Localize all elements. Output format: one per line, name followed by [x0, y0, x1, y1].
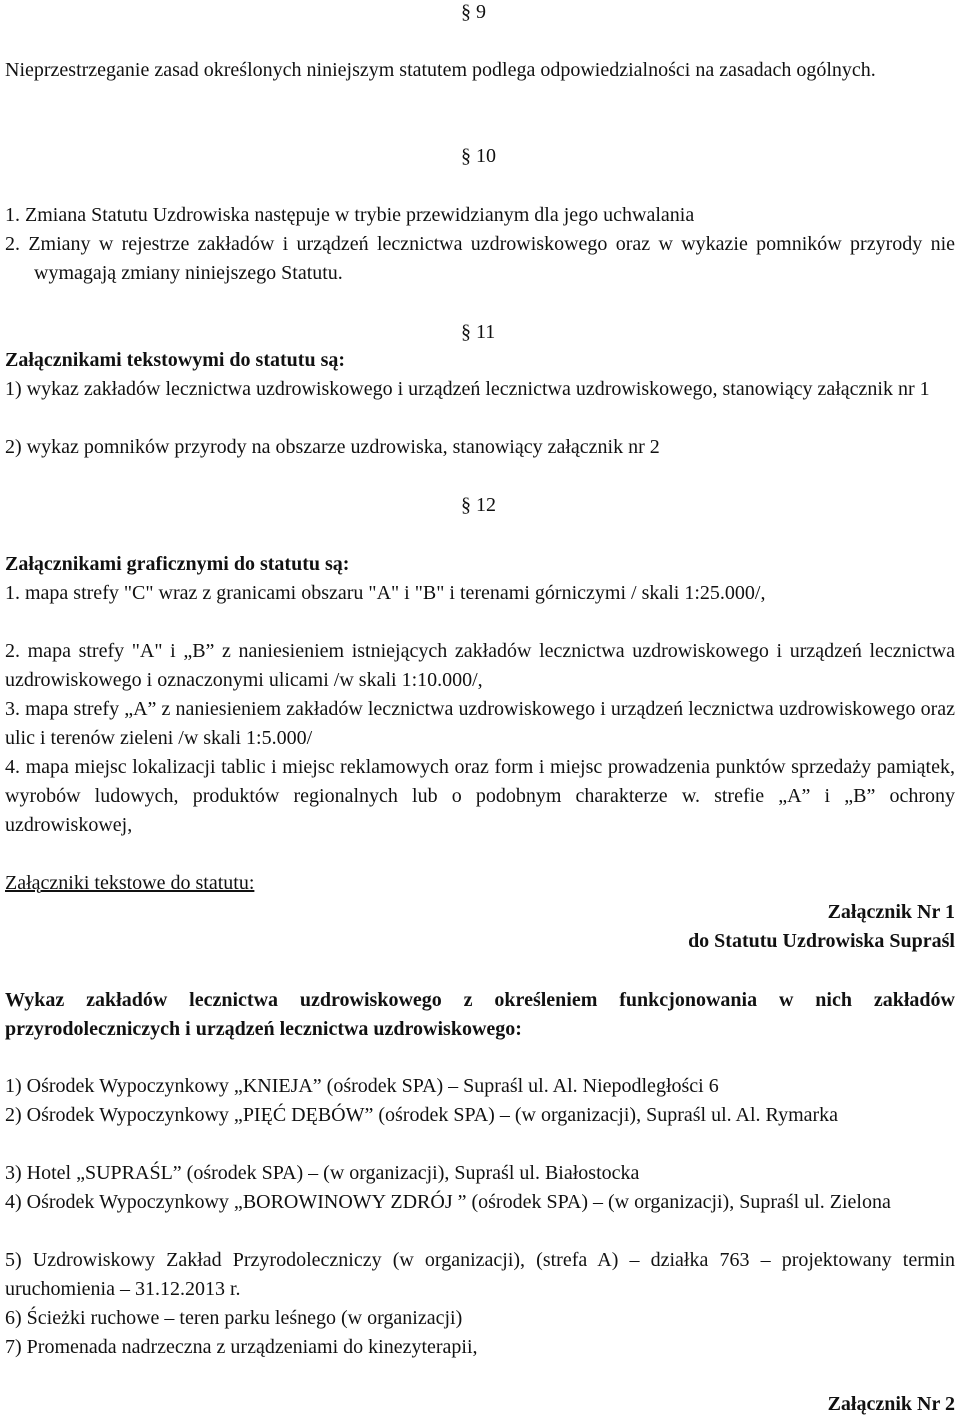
section-12-item-2: 2. mapa strefy "A" i „B” z naniesieniem istniejących zakładów lecznictwa uzdrowiskowego i urządzeń lecznictwa uzdrowiskowego i oznaczonymi ulicami /w skali 1:10.000/,: [5, 640, 955, 691]
annex-1-item-4: 4) Ośrodek Wypoczynkowy „BOROWINOWY ZDRÓJ ” (ośrodek SPA) – (w organizacji), Supraśl ul. Zielona: [5, 1191, 891, 1213]
section-11-heading: § 11: [461, 321, 496, 343]
annex-1-item-5: 5) Uzdrowiskowy Zakład Przyrodoleczniczy (w organizacji), (strefa A) – działka 763 – projektowany termin uruchomienia – 31.12.2013 r.: [5, 1249, 955, 1300]
annex-2-title: Załącznik Nr 2: [827, 1393, 955, 1415]
section-12-item-1: 1. mapa strefy "C" wraz z granicami obszaru "A" i "B" i terenami górniczymi / skali 1:25.000/,: [5, 582, 766, 604]
section-12-title: Załącznikami graficznymi do statutu są:: [5, 553, 350, 575]
annex-1-item-1: 1) Ośrodek Wypoczynkowy „KNIEJA” (ośrodek SPA) – Supraśl ul. Al. Niepodległości 6: [5, 1075, 719, 1097]
annex-1-title: Załącznik Nr 1: [827, 901, 955, 923]
section-10-heading: § 10: [461, 145, 496, 167]
section-12-item-3: 3. mapa strefy „A” z naniesieniem zakładów lecznictwa uzdrowiskowego i urządzeń lecznictwa uzdrowiskowego oraz ulic i terenów zieleni /w skali 1:5.000/: [5, 698, 955, 749]
section-12-item-4: 4. mapa miejsc lokalizacji tablic i miejsc reklamowych oraz form i miejsc prowadzenia punktów sprzedaży pamiątek, wyrobów ludowych, produktów regionalnych lub o podobnym charakterze w. strefie „A” i „B” ochrony uzdrowiskowej,: [5, 756, 955, 836]
annex-1-item-3: 3) Hotel „SUPRAŚL” (ośrodek SPA) – (w organizacji), Supraśl ul. Białostocka: [5, 1162, 640, 1184]
section-10-item-1: 1. Zmiana Statutu Uzdrowiska następuje w trybie przewidzianym dla jego uchwalania: [5, 204, 695, 226]
annex-1-heading: Wykaz zakładów lecznictwa uzdrowiskowego z określeniem funkcjonowania w nich zakładów przyrodoleczniczych i urządzeń lecznictwa uzdrowiskowego:: [5, 989, 955, 1040]
section-11-title: Załącznikami tekstowymi do statutu są:: [5, 349, 346, 371]
section-11-item-2: 2) wykaz pomników przyrody na obszarze uzdrowiska, stanowiący załącznik nr 2: [5, 436, 660, 458]
section-9-heading: § 9: [461, 1, 486, 23]
section-12-heading: § 12: [461, 494, 496, 516]
annex-1-item-7: 7) Promenada nadrzeczna z urządzeniami do kinezyterapii,: [5, 1336, 478, 1358]
section-10-item-2: 2. Zmiany w rejestrze zakładów i urządzeń lecznictwa uzdrowiskowego oraz w wykazie pomników przyrody nie wymagają zmiany niniejszego Statutu.: [5, 233, 955, 284]
attachments-heading: Załączniki tekstowe do statutu:: [5, 872, 255, 894]
annex-1-item-6: 6) Ścieżki ruchowe – teren parku leśnego (w organizacji): [5, 1307, 463, 1329]
section-9-text: Nieprzestrzeganie zasad określonych niniejszym statutem podlega odpowiedzialności na zasadach ogólnych.: [5, 59, 876, 81]
annex-1-subtitle: do Statutu Uzdrowiska Supraśl: [688, 930, 955, 952]
section-11-item-1: 1) wykaz zakładów lecznictwa uzdrowiskowego i urządzeń lecznictwa uzdrowiskowego, stanowiący załącznik nr 1: [5, 378, 930, 400]
annex-1-item-2: 2) Ośrodek Wypoczynkowy „PIĘĆ DĘBÓW” (ośrodek SPA) – (w organizacji), Supraśl ul. Al. Rymarka: [5, 1104, 839, 1126]
